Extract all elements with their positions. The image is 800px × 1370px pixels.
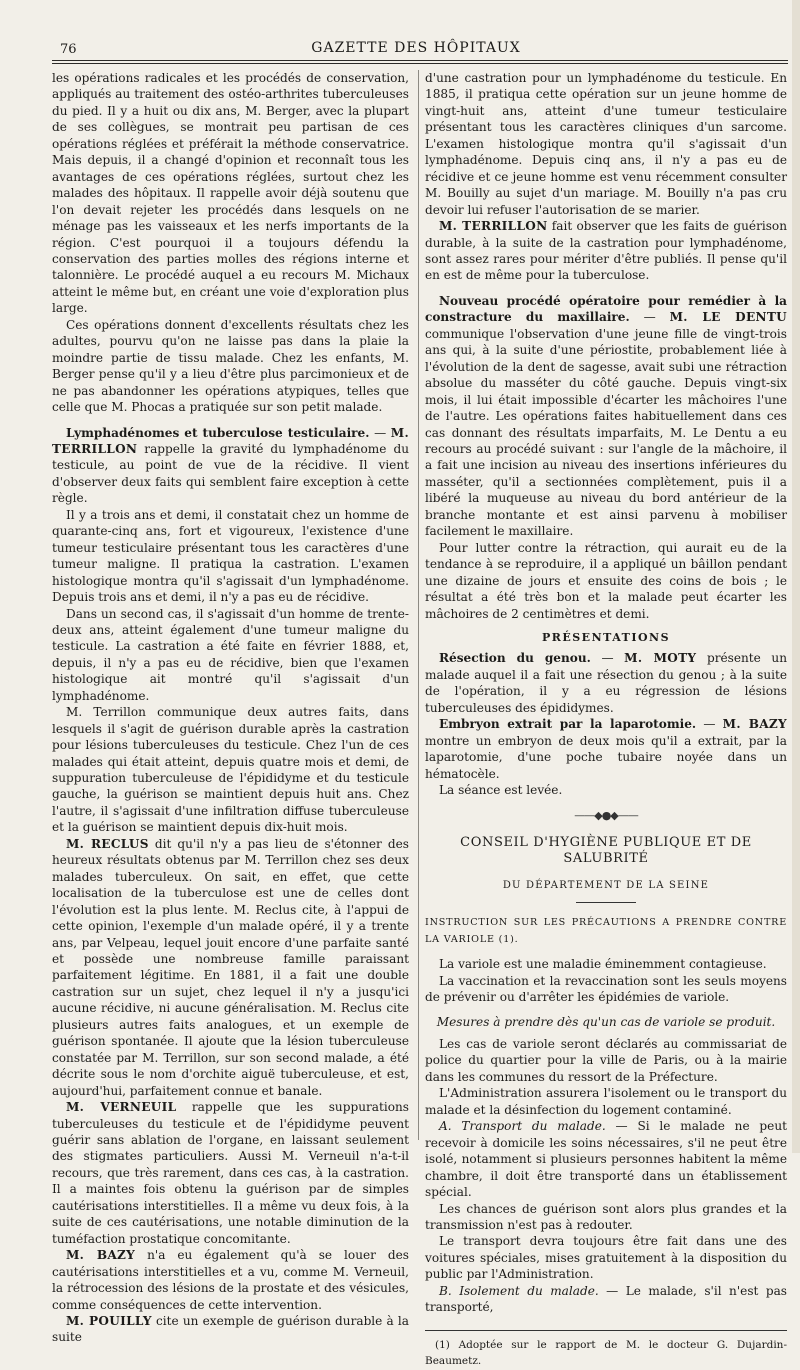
paragraph-text: rappelle la gravité du lymphadénome du testicule, au point de vue de la récidive. Il vient d'observer deux faits qui semblent faire exception à cette règle.	[52, 441, 409, 506]
section-paragraph: Lymphadénomes et tuberculose testiculaire. — M. TERRILLON rappelle la gravité du lymphadénome du testicule, au point de vue de la récidive. Il vient d'observer deux faits qui semblent faire exception à cette règle.	[52, 425, 409, 506]
paragraph	[52, 1247, 409, 1313]
paragraph-text: — Le malade, s'il n'est pas transporté,	[425, 1283, 787, 1315]
presentations-heading: PRÉSENTATIONS	[541, 630, 671, 644]
paragraph: Dans un second cas, il s'agissait d'un homme de trente-deux ans, atteint également d'une tumeur maligne du testicule. La castration a été faite en février 1888, et, depuis, il n'y a pas eu de récidive, bien que l'examen histologique ait montré qu'il s'agissait d'un lymphadénome.	[52, 606, 409, 703]
paragraph: Résection du genou. — M. MOTY présente un malade auquel il a fait une résection du genou ; à la suite de l'opération, il y a eu régression de lésions tuberculeuses des épididymes.	[425, 651, 787, 715]
speaker-name: M. TERRILLON	[52, 425, 409, 456]
footnote: (1) Adoptée sur le rapport de M. le docteur G. Dujardin-Beaumetz.	[425, 1338, 787, 1368]
footnote-rule	[425, 1330, 787, 1331]
paragraph: Ces opérations donnent d'excellents résultats chez les adultes, pourvu qu'on ne laisse pas dans la plaie la moindre partie de tissu malade. Chez les enfants, M. Berger pense qu'il y a lieu d'être plus parcimonieux et de ne pas abandonner les opérations atypiques, telles que celle que M. Phocas a pratiquée sur son petit malade.	[52, 317, 409, 415]
paragraph	[425, 218, 787, 284]
paragraph: La vaccination et la revaccination sont les seuls moyens de prévenir ou d'arrêter les épidémies de variole.	[425, 973, 787, 1005]
header-rule-second	[52, 63, 788, 64]
page-edge	[792, 0, 800, 1153]
paragraph: Il y a trois ans et demi, il constatait chez un homme de quarante-cinq ans, fort et vigoureux, l'existence d'une tumeur testiculaire présentant tous les caractères d'une tumeur maligne. Il pratiqua la castration. L'examen histologique montra qu'il s'agissait d'un lymphadénome. Depuis trois ans et demi, il n'y a pas eu de récidive.	[52, 507, 409, 605]
paragraph: Le transport devra toujours être fait dans une des voitures spéciales, mises gratuitement à la disposition du public par l'Administration.	[425, 1234, 787, 1282]
speaker-name: M. VERNEUIL	[66, 1100, 177, 1115]
paragraph: d'une castration pour un lymphadénome du testicule. En 1885, il pratiqua cette opération sur un jeune homme de vingt-huit ans, atteint d'une tumeur testiculaire présentant tous les caractères cliniques d'un sarcome. L'examen histologique montra qu'il s'agissait d'un lymphadénome. Depuis cinq ans, il n'y a pas eu de récidive et ce jeune homme est venu récemment consulter M. Bouilly au sujet d'un mariage. M. Bouilly n'a pas cru devoir lui refuser l'autorisation de se marier.	[425, 71, 787, 217]
paragraph-text: rappelle que les suppurations tuberculeuses du testicule et de l'épididyme peuvent guérir sans ablation de l'organe, en laissant seulement des stigmates particuliers. Aussi M. Verneuil n'a-t-il recours, que très rarement, dans ces cas, à la castration. Il a maintes fois obtenu la guérison par de simples cautérisations interstitielles. Il a même vu deux fois, à la suite de ces cautérisations, une notable diminution de la tuméfaction prostatique concomitante.	[52, 1100, 409, 1246]
paragraph	[52, 836, 409, 1099]
header-rule	[52, 60, 788, 61]
paragraph-text: fait observer que les faits de guérison durable, à la suite de la castration pour lymphadénome, sont assez rares pour mériter d'être publiés. Il pense qu'il en est de même pour la tuberculose.	[425, 219, 787, 283]
paragraph	[425, 1118, 787, 1200]
paragraph-text: n'a eu également qu'à se louer des cautérisations interstitielles et a vu, comme M. Verneuil, la rétrocession des lésions de la prostate et des vésicules, comme conséquences de cette intervention.	[52, 1248, 409, 1312]
page-number: 76	[60, 42, 77, 57]
speaker-name: M. RECLUS	[66, 836, 149, 851]
paragraph: La variole est une maladie éminemment contagieuse.	[439, 957, 767, 972]
left-column	[52, 70, 409, 1346]
paragraph: Les cas de variole seront déclarés au commissariat de police du quartier pour la ville de Paris, ou à la mairie dans les communes du ressort de la Préfecture.	[425, 1037, 787, 1084]
measures-heading: Mesures à prendre dès qu'un cas de variole se produit.	[436, 1014, 776, 1029]
instruction-heading: INSTRUCTION SUR LES PRÉCAUTIONS A PRENDRE CONTRE LA VARIOLE (1).	[425, 917, 787, 945]
paragraph	[52, 1313, 409, 1346]
section-title: Résection du genou.	[439, 651, 591, 666]
right-column	[425, 70, 787, 1370]
paragraph: Les chances de guérison sont alors plus grandes et la transmission n'est pas à redouter.	[425, 1201, 787, 1232]
paragraph	[425, 1283, 787, 1316]
paragraph: L'Administration assurera l'isolement ou le transport du malade et la désinfection du logement contaminé.	[425, 1086, 787, 1117]
paragraph-text: communique l'observation d'une jeune fille de vingt-trois ans qui, à la suite d'une périostite, probablement liée à l'évolution de la dent de sagesse, avait subi une rétraction absolue du masséter du côté gauche. Depuis vingt-six mois, il lui était impossible d'écarter les mâchoires l'une de l'autre. Les opérations faites habituellement dans ces cas donnant des résultats imparfaits, M. Le Dentu a eu recours au procédé suivant : sur l'angle de la mâchoire, il a fait une incision au niveau des insertions inférieures du masséter, qu'il a sectionnées complètement, puis il a libéré la muqueuse au niveau du bord antérieur de la branche montante et est ainsi parvenu à mobiliser facilement le maxillaire.	[425, 326, 787, 539]
paragraph-text: montre un embryon de deux mois qu'il a extrait, par la laparotomie, d'une poche tubaire noyée dans un hématocèle.	[425, 733, 787, 781]
section-title: Lymphadénomes et tuberculose testiculaire.	[66, 425, 370, 440]
speaker-name: M. POUILLY	[66, 1313, 152, 1328]
item-label: B. Isolement du malade.	[439, 1283, 599, 1298]
paragraph-text: cite un exemple de guérison durable à la suite	[52, 1313, 409, 1345]
paragraph-text: présente un malade auquel il a fait une résection du genou ; à la suite de l'opération, il y a eu régression de lésions tuberculeuses des épididymes.	[425, 651, 787, 715]
section-paragraph: Nouveau procédé opératoire pour remédier à la constracture du maxillaire. — M. LE DENTU communique l'observation d'une jeune fille de vingt-trois ans qui, à la suite d'une périostite, probablement liée à l'évolution de la dent de sagesse, avait subi une rétraction absolue du masséter du côté gauche. Depuis vingt-six mois, il lui était impossible d'écarter les mâchoires l'une de l'autre. Les opérations faites habituellement dans ces cas donnant des résultats imparfaits, M. Le Dentu a eu recours au procédé suivant : sur l'angle de la mâchoire, il a fait une incision au niveau des insertions inférieures du masséter, qu'il a sectionnées complètement, puis il a libéré la muqueuse au niveau du bord antérieur de la branche montante et est ainsi parvenu à mobiliser facilement le maxillaire.	[425, 293, 787, 539]
item-label: A. Transport du malade.	[439, 1119, 606, 1134]
speaker-name: M. BAZY	[66, 1248, 136, 1263]
speaker-name: M. MOTY	[624, 651, 697, 666]
section-title: Embryon extrait par la laparotomie.	[439, 717, 697, 732]
paragraph-text: — Si le malade ne peut recevoir à domicile les soins nécessaires, s'il ne peut être isolé, notamment si plusieurs personnes habitent la même chambre, il doit être transporté dans un établissement spécial.	[425, 1119, 787, 1200]
speaker-name: M. BAZY	[722, 717, 787, 732]
section-title: Nouveau procédé opératoire pour remédier à la constracture du maxillaire.	[425, 293, 787, 325]
paragraph: les opérations radicales et les procédés de conservation, appliqués au traitement des ostéo-arthrites tuberculeuses du pied. Il y a huit ou dix ans, M. Berger, avec la plupart de ses collègues, se montrait peu partisan de ces opérations réglées et préférait la méthode conservatrice. Mais depuis, il a changé d'opinion et reconnaît tous les avantages de ces opérations réglées, surtout chez les malades des hôpitaux. Il rappelle avoir déjà soutenu que l'on devait rejeter les procédés dans lesquels on ne ménage pas les vaisseaux et les nerfs importants de la région. C'est pourquoi il a toujours défendu la conservation des parties molles des régions interne et talonnière. Le procédé auquel a eu recours M. Michaux atteint le même but, en créant une voie d'exploration plus large.	[52, 71, 409, 316]
running-title: GAZETTE DES HÔPITAUX	[311, 40, 521, 56]
title-rule	[576, 902, 636, 903]
paragraph: Pour lutter contre la rétraction, qui aurait eu de la tendance à se reproduire, il a appliqué un bâillon pendant une dizaine de jours et ensuite des coins de bois ; le résultat a été très bon et la malade peut écarter les mâchoires de 2 centimètres et demi.	[425, 540, 787, 621]
paragraph-text: dit qu'il n'y a pas lieu de s'étonner des heureux résultats obtenus par M. Terrillon chez ses deux malades tuberculeux. On sait, en effet, que cette localisation de la tuberculose est une de celles dont l'évolution est la plus lente. M. Reclus cite, à l'appui de cette opinion, l'exemple d'un malade opéré, il y a trente ans, par Velpeau, lequel jouit encore d'une parfaite santé et possède une nombreuse famille paraissant parfaitement légitime. En 1881, il a fait une double castration sur un sujet, chez lequel il n'y a jusqu'ici aucune récidive, ni aucune généralisation. M. Reclus cite plusieurs autres faits analogues, et un exemple de guérison spontanée. Il ajoute que la lésion tuberculeuse constatée par M. Terrillon, sur son second malade, a été décrite sous le nom d'orchite aiguë tuberculeuse, et est, aujourd'hui, parfaitement connue et banale.	[52, 836, 409, 1098]
paragraph: La séance est levée.	[439, 783, 563, 798]
speaker-name: M. TERRILLON	[439, 219, 548, 234]
paragraph: M. Terrillon communique deux autres faits, dans lesquels il s'agit de guérison durable après la castration pour lésions tuberculeuses du testicule. Chez l'un de ces malades qui était atteint, depuis quatre mois et demi, de suppuration tuberculeuse de l'épididyme et du testicule gauche, la guérison se maintient depuis huit ans. Chez l'autre, il s'agissait d'une infiltration diffuse tuberculeuse et la guérison se maintient depuis dix-huit mois.	[52, 705, 409, 835]
article-subtitle: DU DÉPARTEMENT DE LA SEINE	[502, 879, 710, 891]
paragraph	[52, 1099, 409, 1247]
column-divider	[418, 70, 419, 1140]
paragraph: Embryon extrait par la laparotomie. — M. BAZY montre un embryon de deux mois qu'il a extrait, par la laparotomie, d'une poche tubaire noyée dans un hématocèle.	[425, 717, 787, 781]
speaker-name: M. LE DENTU	[669, 310, 787, 325]
section-ornament: ——◆●◆——	[574, 809, 638, 823]
page-header	[52, 38, 780, 58]
article-title: CONSEIL D'HYGIÈNE PUBLIQUE ET DE SALUBRITÉ	[460, 834, 752, 867]
